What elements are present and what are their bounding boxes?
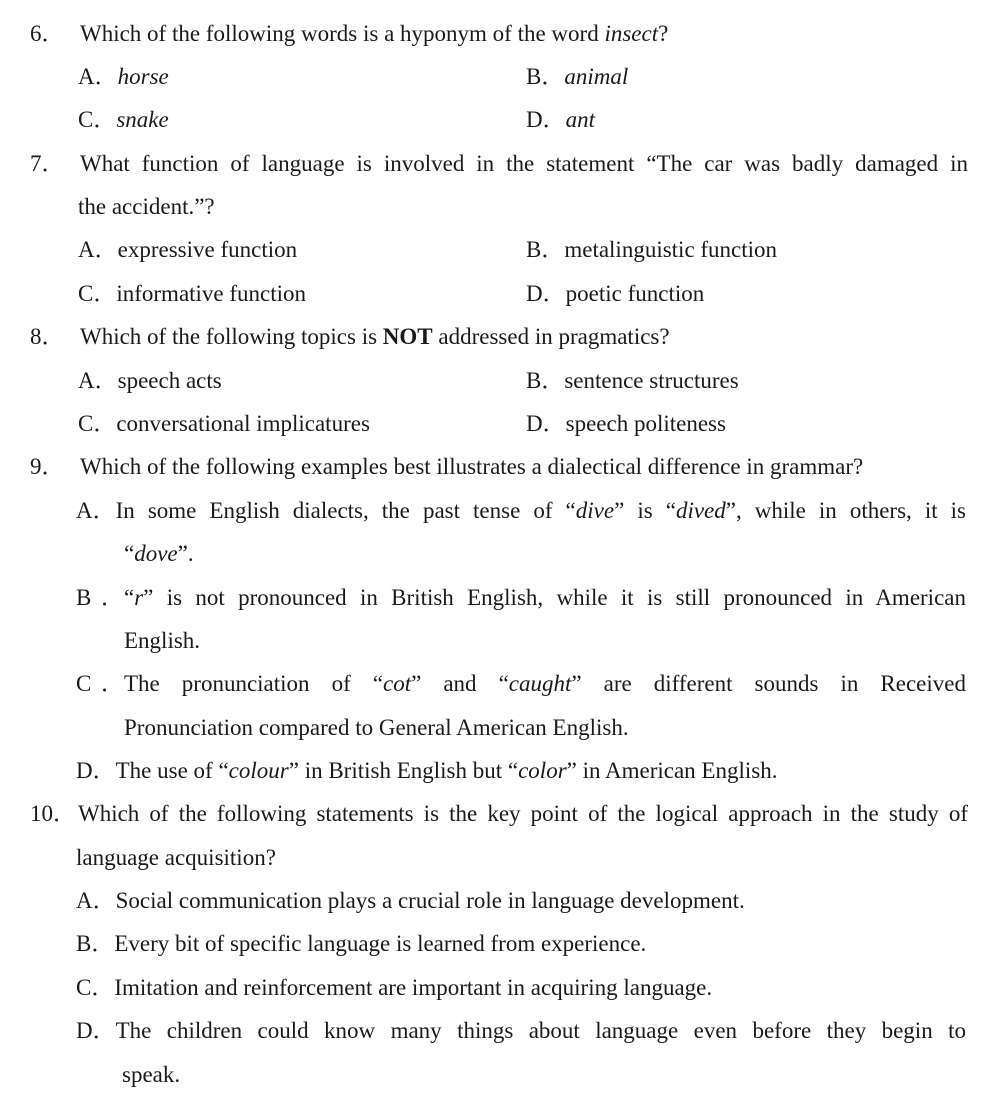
option-text: The use of “: [115, 758, 229, 783]
q8-option-c: [78, 410, 370, 438]
option-text: ” is not pronounced in British English, while it is still pronounced in American: [143, 585, 966, 610]
q6-option-b: [526, 63, 628, 91]
q8-number: 8．: [30, 324, 65, 349]
option-letter: C．: [78, 281, 117, 306]
option-letter: B．: [526, 368, 565, 393]
option-letter: B．: [526, 237, 565, 262]
option-text: ” in British English but “: [288, 758, 519, 783]
q8-option-d: [526, 410, 726, 438]
q8-stem: [80, 323, 670, 351]
option-italic: color: [518, 758, 567, 783]
option-letter: A．: [76, 888, 116, 913]
option-text: The children could know many things about language even before they begin to: [115, 1018, 966, 1043]
option-text: horse: [117, 64, 169, 89]
option-text: animal: [564, 64, 629, 89]
q8-stem-text: Which of the following topics is: [80, 324, 383, 349]
option-text: Social communication plays a crucial role in language development.: [115, 888, 745, 913]
option-letter: C．: [78, 107, 117, 132]
option-text: poetic function: [565, 281, 705, 306]
option-letter: C．: [76, 671, 124, 696]
q10-option-d: [76, 1017, 966, 1045]
q9-stem: Which of the following examples best illustrates a dialectical difference in grammar?: [80, 454, 864, 479]
option-italic: colour: [228, 758, 289, 783]
q7-option-c: [78, 280, 306, 308]
q10-stem-line2: language acquisition?: [76, 845, 276, 870]
q9-option-b-cont: English.: [124, 628, 201, 653]
option-text: The pronunciation of “: [124, 671, 383, 696]
option-letter: C．: [76, 975, 115, 1000]
q6-stem-italic: insect: [604, 21, 659, 46]
option-text: expressive function: [117, 237, 298, 262]
option-text: ”.: [177, 541, 194, 566]
q8-stem-end: addressed in pragmatics?: [432, 324, 670, 349]
option-italic: caught: [508, 671, 572, 696]
option-text: snake: [116, 107, 169, 132]
option-letter: B．: [76, 931, 115, 956]
q7-number: 7．: [30, 151, 65, 176]
option-italic: dive: [575, 498, 615, 523]
option-letter: D．: [76, 1018, 116, 1043]
q10-option-b: [76, 930, 646, 958]
q9-option-c: [76, 670, 966, 698]
option-letter: A．: [76, 498, 116, 523]
q9-number: 9．: [30, 454, 65, 479]
q6-option-a: [78, 63, 169, 91]
option-letter: D．: [526, 107, 566, 132]
option-letter: A．: [78, 64, 118, 89]
q10-option-d-cont: speak.: [122, 1062, 181, 1087]
option-text: ant: [565, 107, 596, 132]
q6-number: 6．: [30, 21, 65, 46]
option-italic: dove: [134, 541, 178, 566]
option-text: ” is “: [614, 498, 676, 523]
q6-stem-text: Which of the following words is a hyponym of the word: [80, 21, 605, 46]
option-letter: D．: [76, 758, 116, 783]
option-text: Every bit of specific language is learned from experience.: [114, 931, 647, 956]
option-letter: D．: [526, 411, 566, 436]
q6-stem: [80, 20, 668, 48]
option-letter: A．: [78, 237, 118, 262]
option-italic: cot: [382, 671, 412, 696]
q8-option-b: [526, 367, 739, 395]
q10-stem-line1: Which of the following statements is the key point of the logical approach in the study of: [78, 801, 968, 826]
q6-stem-end: ?: [658, 21, 669, 46]
option-text: Imitation and reinforcement are important in acquiring language.: [114, 975, 713, 1000]
q6-option-c: [78, 106, 169, 134]
q9-option-d: [76, 757, 777, 785]
q9-option-a: [76, 497, 966, 525]
option-text: ” in American English.: [566, 758, 778, 783]
option-text: conversational implicatures: [116, 411, 370, 436]
option-text: ”, while in others, it is: [725, 498, 967, 523]
option-text: “: [124, 541, 135, 566]
q8-option-a: [78, 367, 222, 395]
q10-option-c: [76, 974, 712, 1002]
q9-option-b: [76, 584, 966, 612]
option-text: speech acts: [117, 368, 222, 393]
option-text: sentence structures: [564, 368, 739, 393]
q10-number: 10．: [30, 801, 76, 826]
option-letter: C．: [78, 411, 117, 436]
q7-option-a: [78, 236, 297, 264]
q9-option-c-cont: Pronunciation compared to General American English.: [124, 715, 629, 740]
option-letter: B．: [76, 585, 124, 610]
option-italic: r: [134, 585, 144, 610]
option-text: ” and “: [411, 671, 509, 696]
q7-stem-line2: the accident.”?: [78, 194, 215, 219]
option-letter: D．: [526, 281, 566, 306]
q7-option-b: [526, 236, 777, 264]
option-text: metalinguistic function: [564, 237, 778, 262]
option-text: In some English dialects, the past tense of “: [115, 498, 576, 523]
q8-stem-bold: NOT: [382, 324, 433, 349]
q6-option-d: [526, 106, 595, 134]
option-letter: B．: [526, 64, 565, 89]
q10-option-a: [76, 887, 745, 915]
option-text: ” are different sounds in Received: [571, 671, 966, 696]
option-text: “: [124, 585, 135, 610]
option-letter: A．: [78, 368, 118, 393]
option-italic: dived: [675, 498, 726, 523]
q7-stem-line1: What function of language is involved in the statement “The car was badly damaged in: [80, 151, 968, 176]
option-text: speech politeness: [565, 411, 726, 436]
q9-option-a-cont: [124, 540, 194, 568]
q7-option-d: [526, 280, 704, 308]
option-text: informative function: [116, 281, 307, 306]
